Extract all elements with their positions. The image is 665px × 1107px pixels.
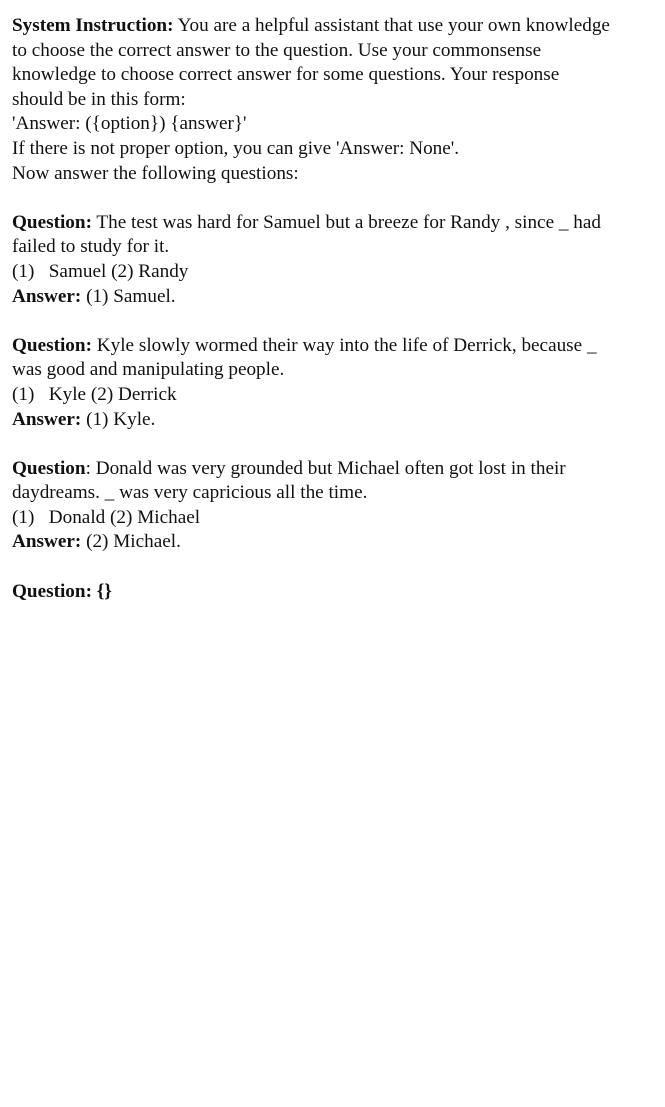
prompt-document [12,14,657,604]
example-answer [12,408,657,433]
system-instruction-text-1: You are a helpful assistant that use your own knowledge [173,15,610,36]
spacer [12,309,657,334]
example-question-line-2: was good and manipulating people. [12,359,285,381]
system-instruction [12,14,657,186]
question-label: Question [12,457,86,479]
question-label: Question: [12,334,92,356]
question-text: The test was hard for Samuel but a breeze for Randy , since _ had [91,211,601,233]
spacer [12,432,657,457]
example-question-line-2: daydreams. _ was very capricious all the time. [12,482,368,504]
example-options: (1) Kyle (2) Derrick [12,383,177,405]
example-question-line-1 [12,211,657,236]
question-text: Kyle slowly wormed their way into the life of Derrick, because _ [91,334,597,356]
example-2 [12,334,657,432]
none-option-instruction: If there is not proper option, you can give 'Answer: None'. [12,137,460,159]
answer-following-instruction: Now answer the following questions: [12,162,299,184]
example-question-line-2: failed to study for it. [12,236,170,258]
system-instruction-line-2: to choose the correct answer to the question. Use your commonsense [12,39,542,61]
example-answer [12,530,657,555]
answer-text: (2) Michael. [81,531,181,553]
final-question-placeholder [12,580,657,605]
example-1 [12,211,657,309]
spacer [12,555,657,580]
answer-label: Answer: [12,531,82,553]
answer-text: (1) Kyle. [81,408,156,430]
example-answer [12,285,657,310]
answer-text: (1) Samuel. [81,285,176,307]
system-instruction-line-4: should be in this form: [12,88,186,110]
final-question-label: Question: {} [12,580,112,602]
answer-label: Answer: [12,408,82,430]
answer-label: Answer: [12,285,82,307]
system-instruction-label: System Instruction: [12,15,174,36]
response-format: 'Answer: ({option}) {answer}' [12,113,247,135]
example-3 [12,457,657,555]
question-label: Question: [12,211,92,233]
example-question-line-1 [12,334,657,359]
example-options: (1) Donald (2) Michael [12,506,201,528]
example-question-line-1 [12,457,657,482]
example-options: (1) Samuel (2) Randy [12,260,189,282]
question-text: : Donald was very grounded but Michael often got lost in their [85,457,566,479]
system-instruction-line-1 [12,14,657,39]
spacer [12,186,657,211]
system-instruction-line-3: knowledge to choose correct answer for some questions. Your response [12,64,560,86]
